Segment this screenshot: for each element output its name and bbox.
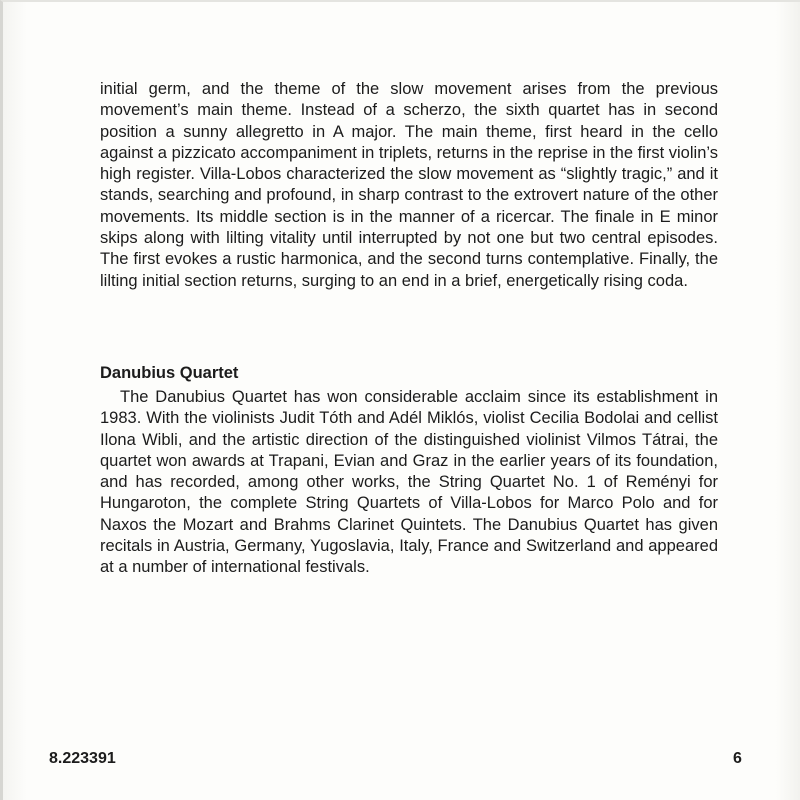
- page-number: 6: [733, 750, 742, 767]
- body-paragraph-villa-lobos: initial germ, and the theme of the slow movement arises from the previous movement’s main theme. Instead of a scherzo, the sixth quartet has in second position a sunny allegretto in A major. The main theme, first heard in the cello against a pizzicato accompaniment in triplets, returns in the reprise in the first violin’s high register. Villa-Lobos characterized the slow movement as “slightly tragic,” and it stands, searching and profound, in sharp contrast to the extrovert nature of the other movements. Its middle section is in the manner of a ricercar. The finale in E minor skips along with lilting vitality until interrupted by not one but two central episodes. The first evokes a rustic harmonica, and the second turns contemplative. Finally, the lilting initial section returns, surging to an end in a brief, energetically rising coda.: [100, 80, 718, 290]
- body-paragraph-danubius: The Danubius Quartet has won considerable acclaim since its establishment in 1983. With the violinists Judit Tóth and Adél Miklós, violist Cecilia Bodolai and cellist Ilona Wibli, and the artistic direction of the distinguished violinist Vilmos Tátrai, the quartet won awards at Trapani, Evian and Graz in the earlier years of its foundation, and has recorded, among other works, the String Quartet No. 1 of Reményi for Hungaroton, the complete String Quartets of Villa-Lobos for Marco Polo and for Naxos the Mozart and Brahms Clarinet Quintets. The Danubius Quartet has given recitals in Austria, Germany, Yugoslavia, Italy, France and Switzerland and appeared at a number of international festivals.: [100, 388, 718, 577]
- catalog-number: 8.223391: [49, 750, 116, 767]
- section-heading: Danubius Quartet: [100, 364, 239, 382]
